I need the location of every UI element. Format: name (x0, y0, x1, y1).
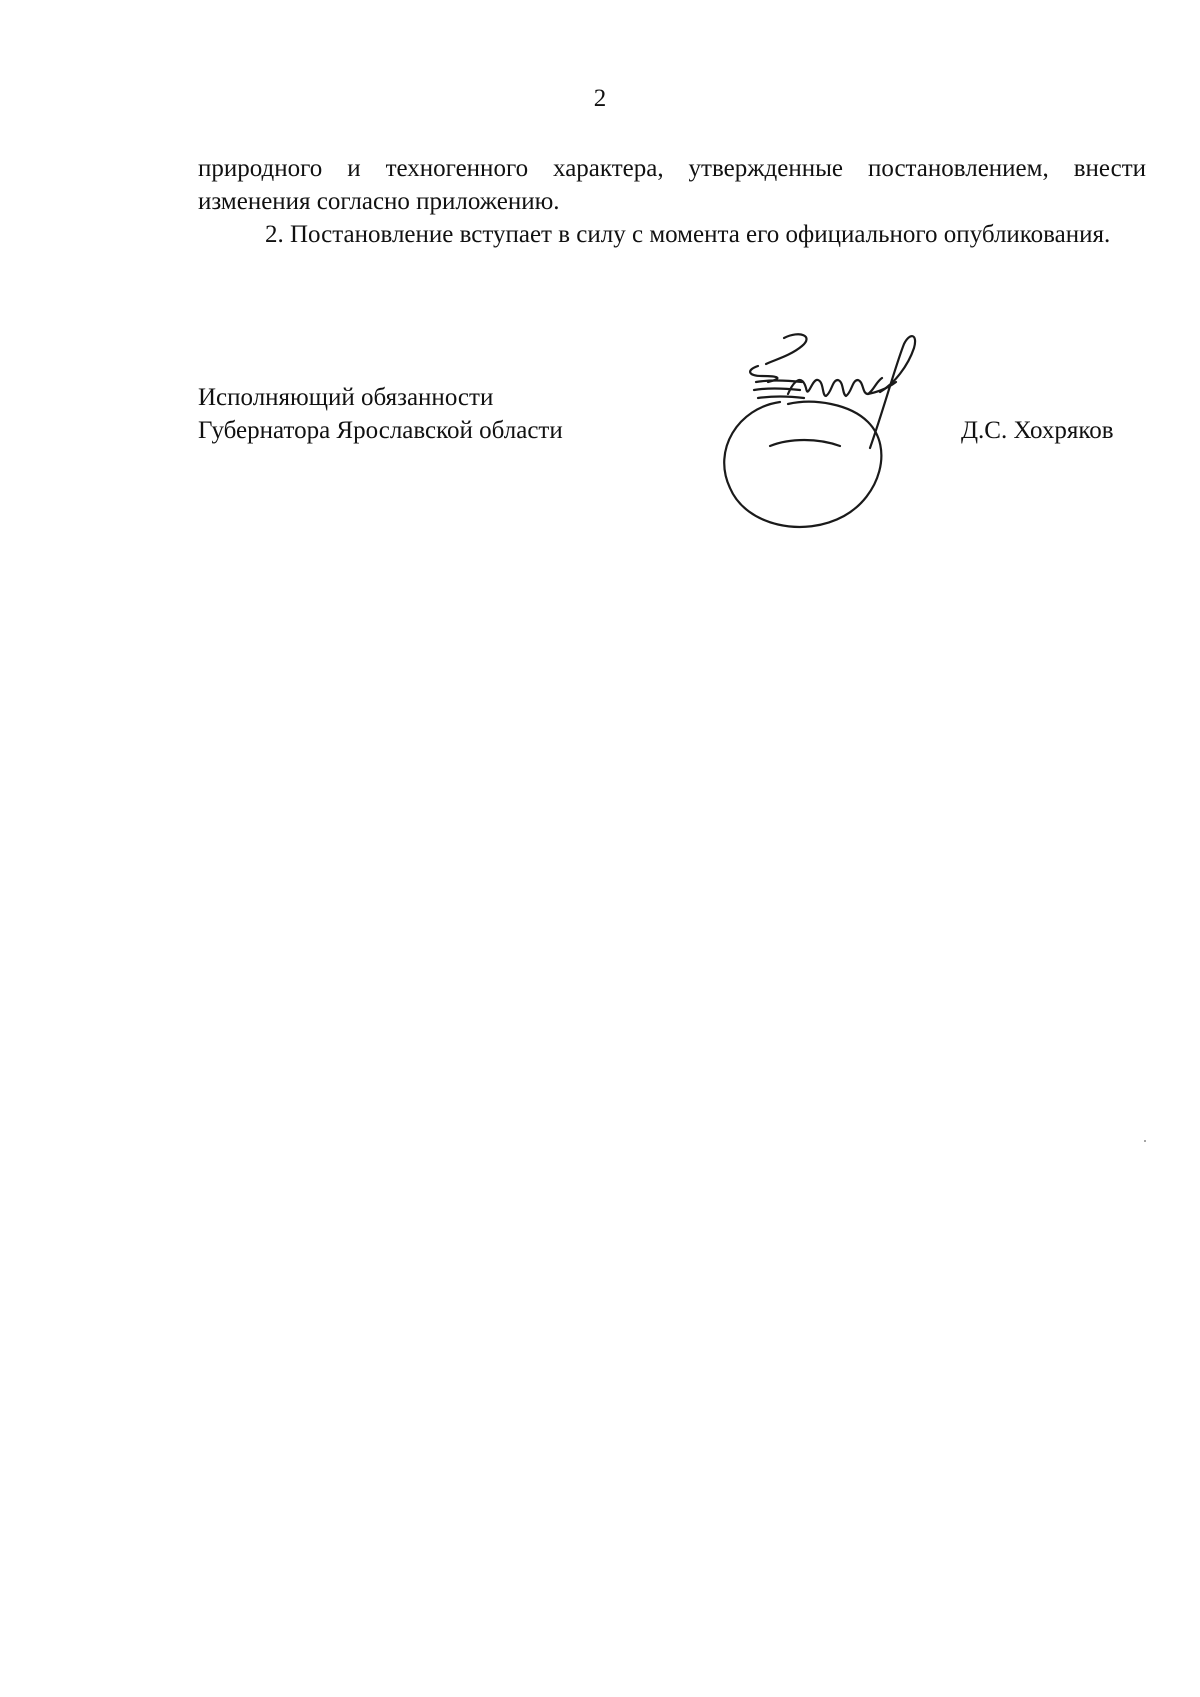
signatory-name: Д.С. Хохряков (961, 417, 1114, 444)
signatory-position-line-1: Исполняющий обязанности (198, 384, 494, 411)
handwritten-signature (718, 330, 978, 550)
document-body (198, 152, 1146, 251)
signatory-position-line-2: Губернатора Ярославской области (198, 417, 563, 444)
paragraph-continuation: природного и техногенного характера, утвержденные постановлением, внести изменения согласно приложению. (198, 155, 1146, 215)
page-number: 2 (593, 85, 607, 112)
signatory-position (198, 381, 718, 447)
paragraph-item-2: 2. Постановление вступает в силу с момента его официального опубликования. (265, 221, 1111, 248)
scan-speck (1144, 1140, 1146, 1142)
